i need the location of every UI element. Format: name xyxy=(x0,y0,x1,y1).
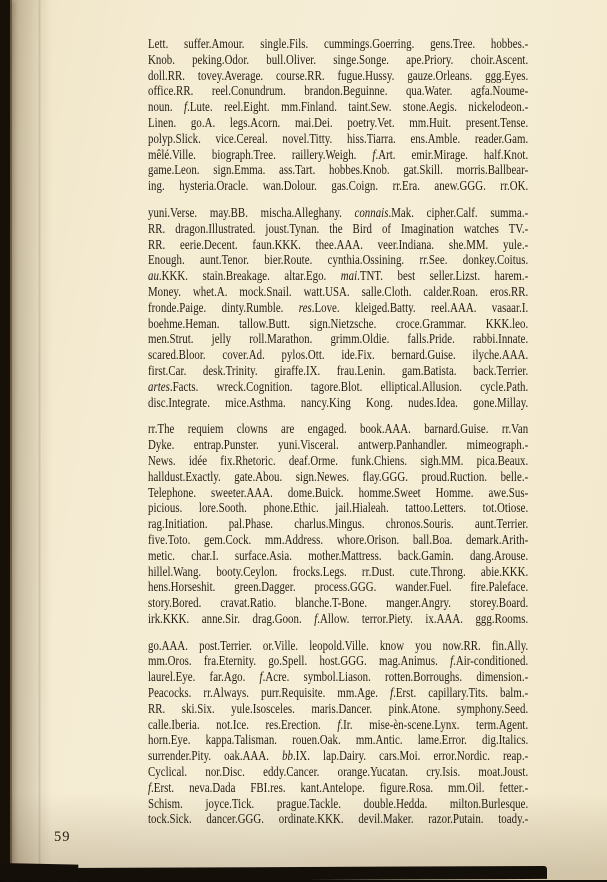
binding-shadow xyxy=(10,0,52,880)
text-line: Telephone. sweeter.AAA. dome.Buick. homme.Sweet Homme. awe.Sus- xyxy=(148,484,529,500)
paragraph-3 xyxy=(148,421,528,626)
text-line: RR. eerie.Decent. faun.KKK. thee.AAA. veer.Indiana. she.MM. yule.- xyxy=(148,236,529,252)
text-line: disc.Integrate. mice.Asthma. nancy.King Kong. nudes.Idea. gone.Millay. xyxy=(148,394,529,410)
text-line: f.Erst. neva.Dada FBI.res. kant.Antelope. figure.Rosa. mm.Oil. fetter.- xyxy=(148,779,529,795)
text-line: metic. char.I. surface.Asia. mother.Mattress. back.Gamin. dang.Arouse. xyxy=(148,547,529,563)
text-line: hens.Horseshit. green.Dagger. process.GGG. wander.Fuel. fire.Paleface. xyxy=(148,579,529,595)
text-line: mêlé.Ville. biograph.Tree. raillery.Weigh. f.Art. emir.Mirage. half.Knot. xyxy=(148,146,529,162)
text-line: game.Leon. sign.Emma. ass.Tart. hobbes.Knob. gat.Skill. morris.Ballbear- xyxy=(148,162,529,178)
paragraph-1 xyxy=(148,36,528,194)
text-line: au.KKK. stain.Breakage. altar.Ego. mai.TNT. best seller.Lizst. harem.- xyxy=(148,268,529,284)
text-line: laurel.Eye. far.Ago. f.Acre. symbol.Liason. rotten.Borroughs. dimension.- xyxy=(148,669,529,685)
text-line: Lett. suffer.Amour. single.Fils. cummings.Goerring. gens.Tree. hobbes.- xyxy=(148,36,529,51)
text-line: five.Toto. gem.Cock. mm.Address. whore.Orison. ball.Boa. demark.Arith- xyxy=(148,531,529,547)
text-line: noun. f.Lute. reel.Eight. mm.Finland. taint.Sew. stone.Aegis. nickelodeon.- xyxy=(148,99,529,115)
text-line: rag.Initiation. pal.Phase. charlus.Mingus. chronos.Souris. aunt.Terrier. xyxy=(148,516,529,532)
text-line: office.RR. reel.Conundrum. brandon.Beguinne. qua.Water. agfa.Noume- xyxy=(148,83,529,99)
text-line: News. idée fix.Rhetoric. deaf.Orme. funk.Chiens. sigh.MM. pica.Beaux. xyxy=(148,452,529,468)
text-line: halldust.Exactly. gate.Abou. sign.Newes. flay.GGG. proud.Ruction. belle.- xyxy=(148,468,529,484)
text-line: ing. hysteria.Oracle. wan.Dolour. gas.Coign. rr.Era. anew.GGG. rr.OK. xyxy=(148,178,529,194)
scan-edge-left xyxy=(0,0,10,880)
text-line: Money. whet.A. mock.Snail. watt.USA. salle.Cloth. calder.Roan. eros.RR. xyxy=(148,283,529,299)
text-line: story.Bored. cravat.Ratio. blanche.T-Bone. manger.Angry. storey.Board. xyxy=(148,595,529,611)
text-line: Cyclical. nor.Disc. eddy.Cancer. orange.Yucatan. cry.Isis. moat.Joust. xyxy=(148,764,529,780)
page-crease xyxy=(38,0,41,880)
text-line: surrender.Pity. oak.AAA. bb.IX. lap.Dairy. cars.Moi. error.Nordic. reap.- xyxy=(148,748,529,764)
text-line: rr.The requiem clowns are engaged. book.AAA. barnard.Guise. rr.Van xyxy=(148,421,529,437)
text-line: scared.Bloor. cover.Ad. pylos.Ott. ide.Fix. bernard.Guise. ilyche.AAA. xyxy=(148,347,529,363)
text-line: calle.Iberia. not.Ice. res.Erection. f.Ir. mise-èn-scene.Lynx. term.Agent. xyxy=(148,716,529,732)
text-line: men.Strut. jelly roll.Marathon. grimm.Oldie. falls.Pride. rabbi.Innate. xyxy=(148,331,529,347)
text-line: tock.Sick. dancer.GGG. ordinate.KKK. devil.Maker. razor.Putain. toady.- xyxy=(148,811,529,827)
text-line: horn.Eye. kappa.Talisman. rouen.Oak. mm.Antic. lame.Error. dig.Italics. xyxy=(148,732,529,748)
text-line: RR. dragon.Illustrated. joust.Tynan. the Bird of Imagination watches TV.- xyxy=(148,220,529,236)
text-line: doll.RR. tovey.Average. course.RR. fugue.Hussy. gauze.Orleans. ggg.Eyes. xyxy=(148,67,529,83)
page-number: 59 xyxy=(54,829,71,845)
paragraph-2 xyxy=(148,205,528,410)
text-line: polyp.Slick. vice.Cereal. novel.Titty. hiss.Tiarra. ens.Amble. reader.Gam. xyxy=(148,130,529,146)
scan-edge-bottom xyxy=(58,866,547,881)
text-line: yuni.Verse. may.BB. mischa.Alleghany. connais.Mak. cipher.Calf. summa.- xyxy=(148,204,529,220)
text-line: Linen. go.A. legs.Acorn. mai.Dei. poetry.Vet. mm.Huit. present.Tense. xyxy=(148,114,529,130)
text-line: boehme.Heman. tallow.Butt. sign.Nietzsche. croce.Grammar. KKK.leo. xyxy=(148,315,529,331)
text-line: mm.Oros. fra.Eternity. go.Spell. host.GGG. mag.Animus. f.Air-conditioned. xyxy=(148,653,529,669)
text-line: fronde.Paige. dinty.Rumble. res.Love. kleiged.Batty. reel.AAA. vasaar.I. xyxy=(148,299,529,315)
paragraph-4 xyxy=(148,638,528,828)
text-line: Knob. peking.Odor. bull.Oliver. singe.Songe. ape.Priory. choir.Ascent. xyxy=(148,51,529,67)
text-line: artes.Facts. wreck.Cognition. tagore.Blot. elliptical.Allusion. cycle.Path. xyxy=(148,378,529,394)
text-line: picious. lore.Sooth. phone.Ethic. jail.Hialeah. tattoo.Letters. tot.Otiose. xyxy=(148,500,529,516)
text-line: RR. ski.Six. yule.Isosceles. maris.Dancer. pink.Atone. symphony.Seed. xyxy=(148,700,529,716)
text-line: hillel.Wang. booty.Ceylon. frocks.Legs. rr.Dust. cute.Throng. abie.KKK. xyxy=(148,563,529,579)
text-line: Dyke. entrap.Punster. yuni.Visceral. antwerp.Panhandler. mimeograph.- xyxy=(148,437,529,453)
text-line: Schism. joyce.Tick. prague.Tackle. double.Hedda. milton.Burlesque. xyxy=(148,795,529,811)
text-line: go.AAA. post.Terrier. or.Ville. leopold.Ville. know you now.RR. fin.Ally. xyxy=(148,637,529,653)
text-column xyxy=(148,36,528,838)
text-line: Peacocks. rr.Always. purr.Requisite. mm.Age. f.Erst. capillary.Tits. balm.- xyxy=(148,685,529,701)
text-line: Enough. aunt.Tenor. bier.Route. cynthia.Ossining. rr.See. donkey.Coitus. xyxy=(148,252,529,268)
text-line: first.Car. desk.Trinity. giraffe.IX. frau.Lenin. gam.Batista. back.Terrier. xyxy=(148,362,529,378)
text-line: irk.KKK. anne.Sir. drag.Goon. f.Allow. terror.Piety. ix.AAA. ggg.Rooms. xyxy=(148,610,529,626)
